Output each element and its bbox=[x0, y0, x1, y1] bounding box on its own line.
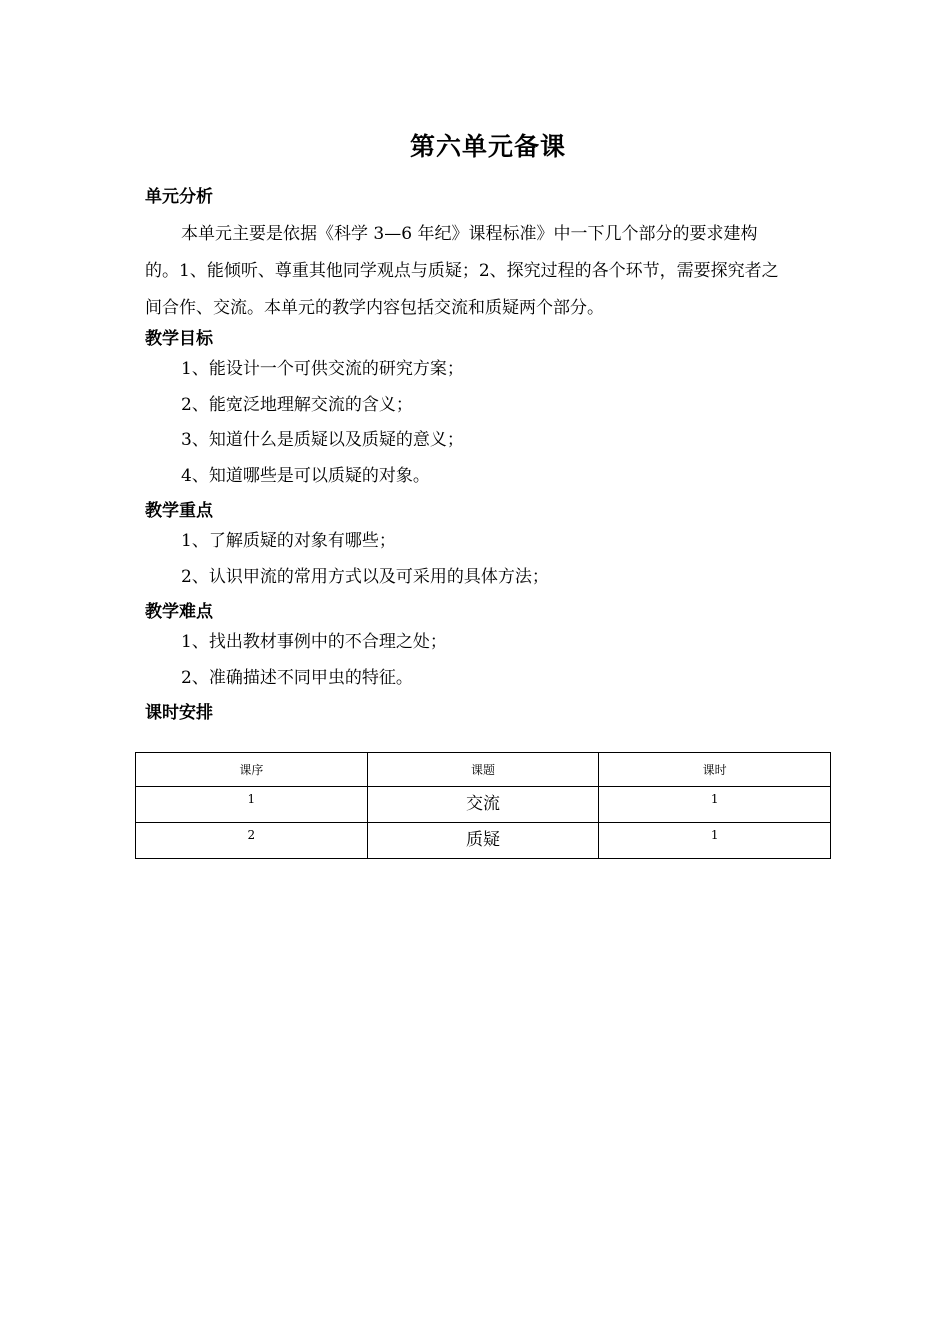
paragraph-line: 间合作、交流。本单元的教学内容包括交流和质疑两个部分。 bbox=[145, 298, 604, 318]
document-title: 第六单元备课 bbox=[409, 132, 566, 161]
cell-lesson-hours: 1 bbox=[710, 828, 719, 842]
unit-analysis-paragraph bbox=[145, 216, 831, 327]
heading-schedule: 课时安排 bbox=[145, 703, 213, 723]
difficulties-list bbox=[145, 631, 831, 702]
heading-unit-analysis: 单元分析 bbox=[145, 187, 213, 207]
document-page bbox=[145, 130, 831, 732]
list-item: 1、了解质疑的对象有哪些； bbox=[181, 531, 396, 551]
heading-difficulties: 教学难点 bbox=[145, 602, 213, 622]
table-cell bbox=[599, 787, 831, 823]
list-item: 4、知道哪些是可以质疑的对象。 bbox=[181, 465, 430, 486]
list-item: 2、能宽泛地理解交流的含义； bbox=[181, 394, 413, 415]
paragraph-line: 本单元主要是依据《科学 3—6 年纪》课程标准》中一下几个部分的要求建构 bbox=[181, 224, 758, 244]
table-header-row bbox=[136, 753, 831, 787]
table-row bbox=[136, 823, 831, 859]
column-header-lesson-number: 课序 bbox=[136, 753, 368, 787]
table-cell bbox=[367, 823, 599, 859]
column-header-lesson-topic: 课题 bbox=[367, 753, 599, 787]
list-item: 2、认识甲流的常用方式以及可采用的具体方法； bbox=[181, 566, 549, 587]
table-row bbox=[136, 787, 831, 823]
cell-lesson-number: 2 bbox=[247, 828, 256, 842]
list-item: 2、准确描述不同甲虫的特征。 bbox=[181, 667, 413, 688]
list-item: 3、知道什么是质疑以及质疑的意义； bbox=[181, 430, 464, 450]
teaching-goals-list bbox=[145, 358, 831, 500]
schedule-table bbox=[135, 752, 831, 859]
table-cell bbox=[136, 787, 368, 823]
cell-lesson-hours: 1 bbox=[710, 792, 719, 806]
heading-teaching-goals: 教学目标 bbox=[145, 329, 213, 349]
cell-lesson-topic: 交流 bbox=[465, 794, 500, 814]
table-cell bbox=[136, 823, 368, 859]
column-header-lesson-hours: 课时 bbox=[599, 753, 831, 787]
cell-lesson-topic: 质疑 bbox=[465, 830, 500, 850]
list-item: 1、能设计一个可供交流的研究方案； bbox=[181, 359, 464, 379]
key-points-list bbox=[145, 530, 831, 601]
list-item: 1、找出教材事例中的不合理之处； bbox=[181, 632, 447, 652]
table-cell bbox=[599, 823, 831, 859]
paragraph-line: 的。1、能倾听、尊重其他同学观点与质疑；2、探究过程的各个环节，需要探究者之 bbox=[145, 261, 779, 281]
cell-lesson-number: 1 bbox=[247, 792, 256, 806]
table-cell bbox=[367, 787, 599, 823]
heading-key-points: 教学重点 bbox=[145, 501, 213, 521]
